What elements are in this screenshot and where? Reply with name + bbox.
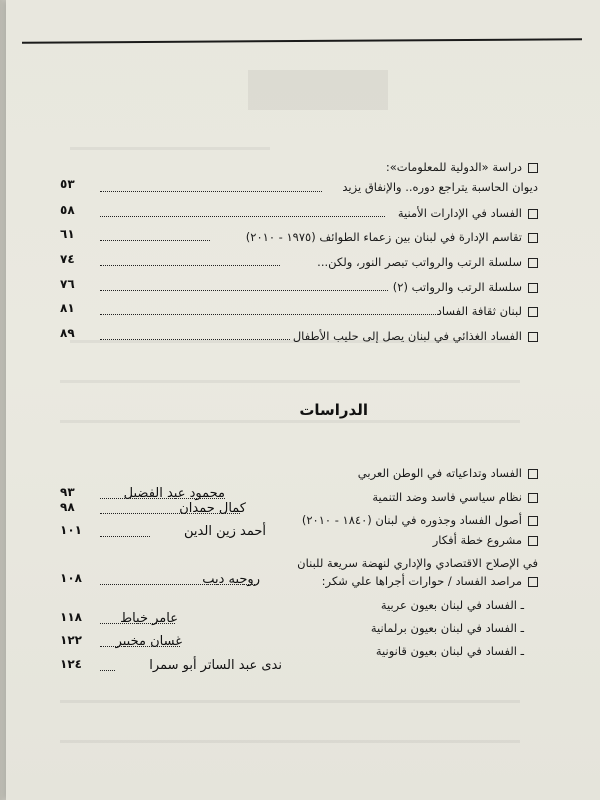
dot-leader [100,216,385,217]
page-number: ٩٨ [60,500,75,514]
checkbox-icon [528,516,538,526]
study-entry: ـ الفساد في لبنان بعيون برلمانية [370,621,524,635]
checkbox-icon [528,493,538,503]
study-author: ندى عبد الساتر أبو سمرا [149,658,282,673]
checkbox-icon [528,209,538,219]
checkbox-icon [528,536,538,546]
checkbox-icon [528,258,538,268]
section-title: الدراسات [299,401,368,419]
checkbox-icon [528,577,538,587]
checkbox-icon [528,307,538,317]
dot-leader [100,623,175,624]
dot-leader [100,265,280,266]
dot-leader [100,646,180,647]
toc-entry-continuation: ديوان الحاسبة يتراجع دوره.. والإنفاق يزيد [342,180,538,194]
toc-entry: سلسلة الرتب والرواتب (٢) [393,276,538,298]
study-author: كمال حمدان [179,501,246,516]
dot-leader [100,339,290,340]
checkbox-icon [528,469,538,479]
study-author: محمود عبد الفضيل [123,486,225,501]
study-entry: الفساد وتداعياته في الوطن العربي [358,462,538,484]
study-entry: أصول الفساد وجذوره في لبنان (١٨٤٠ - ٢٠١٠) [302,509,538,531]
page-number: ٧٤ [60,252,75,266]
page-number: ١٢٤ [60,657,82,671]
page-number: ٨١ [60,301,75,315]
dot-leader [100,536,150,537]
toc-entry: لبنان ثقافة الفساد [437,300,538,322]
page-number: ٥٨ [60,203,75,217]
page-number: ٧٦ [60,277,75,291]
dot-leader [100,670,115,671]
page-number: ١٠١ [60,523,82,537]
dot-leader [100,240,210,241]
toc-entry: الفساد في الإدارات الأمنية [398,202,538,224]
study-author: غسان مخيبر [115,634,182,649]
dot-leader [100,191,322,192]
checkbox-icon [528,163,538,173]
dot-leader [100,290,388,291]
checkbox-icon [528,233,538,243]
dot-leader [100,314,440,315]
study-author: عامر خياط [120,611,178,626]
study-entry: في الإصلاح الاقتصادي والإداري لنهضة سريعة للبنان [297,556,538,570]
page-number: ١٠٨ [60,571,82,585]
page-number: ٦١ [60,227,75,241]
page-number: ١١٨ [60,610,82,624]
page-number: ١٢٢ [60,633,82,647]
study-entry: مراصد الفساد / حوارات أجراها علي شكر: [322,570,538,592]
toc-entry: دراسة «الدولية للمعلومات»: [386,156,538,178]
study-entry: مشروع خطة أفكار [433,529,538,551]
dot-leader [100,584,255,585]
toc-entry: تقاسم الإدارة في لبنان بين زعماء الطوائف (١٩٧٥ - ٢٠١٠) [246,226,538,248]
page-number: ٥٣ [60,177,75,191]
page-number: ٨٩ [60,326,75,340]
toc-entry: سلسلة الرتب والرواتب تبصر النور، ولكن... [317,251,538,273]
study-entry: ـ الفساد في لبنان بعيون عربية [380,598,524,612]
checkbox-icon [528,283,538,293]
study-entry: ـ الفساد في لبنان بعيون قانونية [375,644,524,658]
study-entry: نظام سياسي فاسد وضد التنمية [372,486,538,508]
page-number: ٩٣ [60,485,75,499]
toc-entry: الفساد الغذائي في لبنان يصل إلى حليب الأطفال [293,325,538,347]
checkbox-icon [528,332,538,342]
dot-leader [100,513,240,514]
study-author: أحمد زين الدين [184,524,266,539]
study-author: روجيه ديب [202,572,260,587]
